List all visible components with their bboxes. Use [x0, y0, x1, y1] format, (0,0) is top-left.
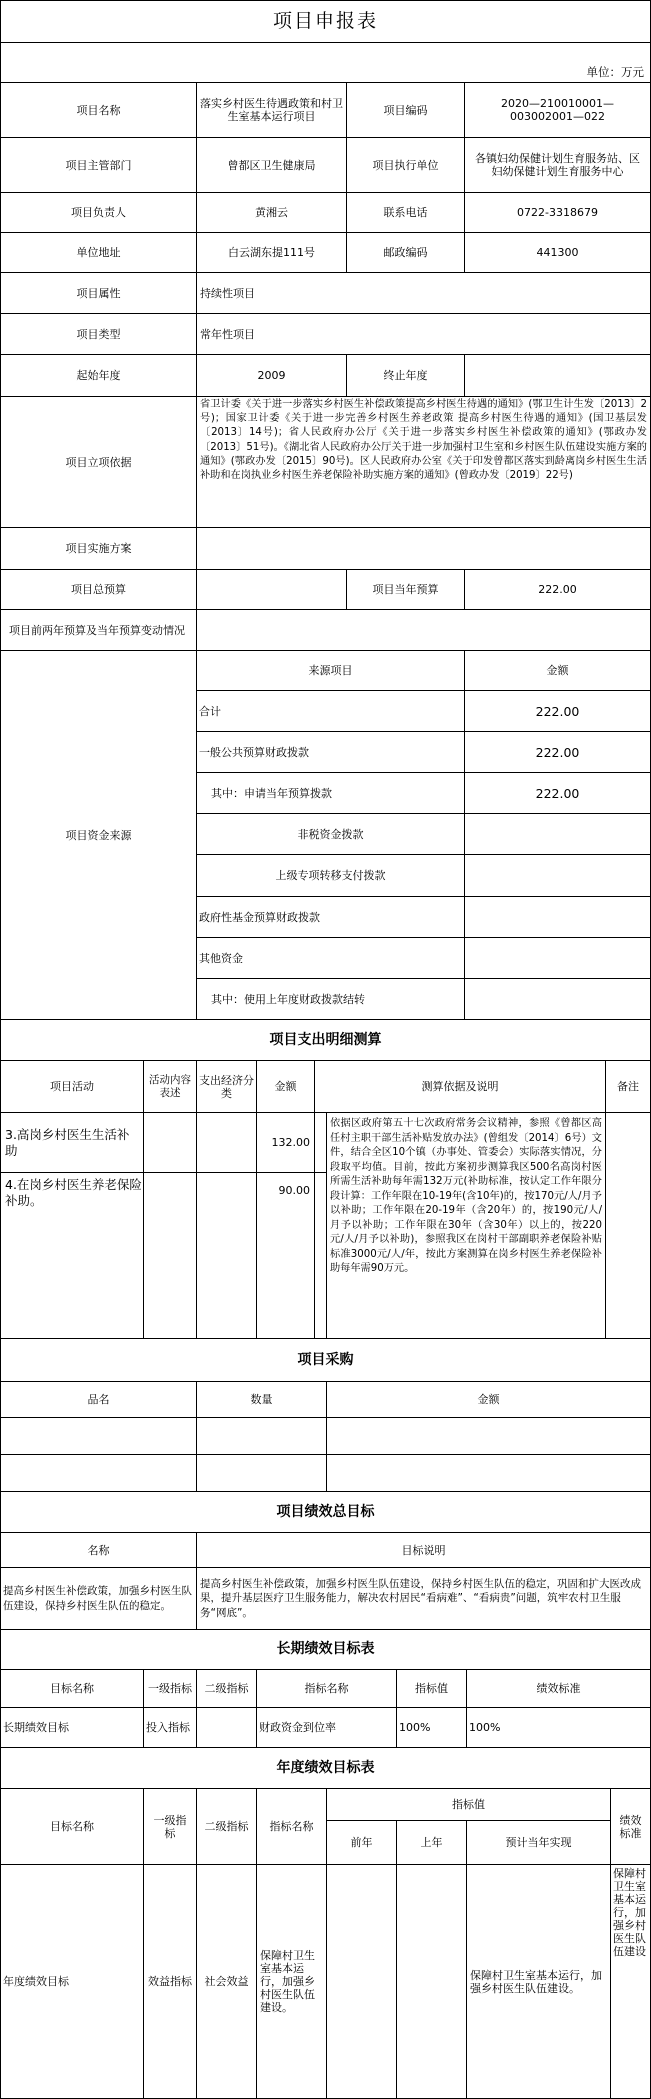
annual-header-standard: 绩效标准: [619, 1813, 642, 1840]
longterm-row-indicator: 财政资金到位率: [259, 1721, 336, 1734]
dept-label: 项目主管部门: [65, 158, 132, 172]
annual-row-level2: 社会效益: [204, 1975, 249, 1988]
total-budget-label: 项目总预算: [71, 583, 126, 596]
detail-row-content: [144, 1113, 196, 1172]
fund-row-amount: [465, 897, 650, 937]
detail-header-content: 活动内容 表述: [149, 1073, 191, 1099]
annual-row-standard: 保障村卫生室基本运行，加强乡村医生队伍建设: [613, 1867, 646, 1958]
fund-row-amount: [465, 855, 650, 896]
detail-row-amount: 132.00: [271, 1136, 310, 1149]
annual-header-level2: 二级指标: [204, 1820, 249, 1833]
perf-name-value: 提高乡村医生补偿政策，加强乡村医生队伍建设，保持乡村医生队伍的稳定。: [3, 1585, 192, 1612]
detail-row-category: [197, 1173, 256, 1233]
detail-basis-text: 依据区政府第五十七次政府常务会议精神，参照《曾都区高任村主职干部生活补贴发放办法》(曾组发〔2014〕6号）文件，结合全区10个镇（办事处、管委会）实际落实情况，分段取平均值。目前，按此方案初步测算我区500名高岗村医所需生活补助每年需132万元(补助标准，按认定工作年限分段计算：工作年限在10-19年(含10年)的，按170元/人/月予以补助；工作年限在20-19年（含20年）的，按190元/人/月予以补助；工作年限在30年（含30年）以上的，按220元/人/月予以补助)，参照我区在岗村干部副职养老保险补贴标准3000元/人/年，按此方案测算在岗乡村医生养老保险补助每年需90万元。: [330, 1118, 602, 1274]
dept-value: 曾都区卫生健康局: [227, 158, 316, 172]
year-budget-label: 项目当年预算: [372, 583, 439, 596]
fund-row-name: 其中：使用上年度财政拨款结转: [211, 992, 365, 1006]
longterm-row-level1: 投入指标: [146, 1721, 190, 1734]
fund-row-amount: [465, 814, 650, 854]
annual-header-value-group: 指标值: [452, 1798, 485, 1811]
annual-header-level1: 一级指标: [153, 1813, 187, 1840]
prev-budget-value: [197, 610, 650, 650]
fund-row-amount: 222.00: [535, 703, 580, 719]
fund-row-amount: [465, 938, 650, 978]
attribute-value: 持续性项目: [200, 286, 255, 300]
postal-label: 邮政编码: [383, 246, 428, 259]
detail-row-amount: 90.00: [278, 1184, 310, 1197]
type-value: 常年性项目: [200, 327, 255, 341]
end-year-value: [465, 355, 650, 396]
total-budget-value: [197, 570, 346, 609]
project-code-value: 2020—210010001—003002001—022: [501, 97, 614, 123]
year-budget-value: 222.00: [538, 583, 577, 596]
phone-label: 联系电话: [383, 206, 428, 219]
fund-row-amount: 222.00: [535, 744, 580, 760]
longterm-row-target: 长期绩效目标: [3, 1721, 69, 1734]
perf-section-title: 项目绩效总目标: [276, 1503, 375, 1520]
longterm-section-title: 长期绩效目标表: [276, 1641, 375, 1657]
project-name-value: 落实乡村医生待遇政策和村卫生室基本运行项目: [200, 97, 343, 123]
annual-row-indicator: 保障村卫生室基本运行，加强乡村医生队伍建设。: [260, 1949, 315, 2014]
plan-label: 项目实施方案: [65, 542, 132, 555]
address-label: 单位地址: [76, 246, 121, 259]
longterm-row-standard: 100%: [469, 1721, 501, 1734]
annual-row-last: [397, 1865, 466, 2098]
purchase-header-item: 品名: [87, 1393, 110, 1406]
basis-value: 省卫计委《关于进一步落实乡村医生补偿政策提高乡村医生待遇的通知》(鄂卫生计生发〔2013〕2号)；国家卫计委《关于进一步完善乡村医生养老政策 提高乡村医生待遇的通知》(国卫基层发〔2013〕14号)；省人民政府办公厅《关于进一步落实乡村医生补偿政策的通知》(鄂政办发〔2013〕51号)。《湖北省人民政府办公厅关于进一步加强村卫生室和乡村医生队伍建设实施方案的通知》(鄂政办发〔2015〕90号)。区人民政府办公室《关于印发曾都区落实到龄离岗乡村医生生活补助和在岗执业乡村医生养老保险补助实施方案的通知》(曾政办发〔2019〕22号): [200, 399, 647, 482]
longterm-header-standard: 绩效标准: [536, 1682, 581, 1695]
project-name-label: 项目名称: [76, 103, 121, 117]
exec-unit-value: 各镇妇幼保健计划生育服务站、区妇幼保健计划生育服务中心: [475, 152, 640, 178]
longterm-header-target: 目标名称: [50, 1682, 94, 1695]
plan-value: [197, 528, 650, 569]
fund-row-name: 上级专项转移支付拨款: [275, 869, 386, 882]
fund-header-source: 来源项目: [308, 664, 353, 677]
annual-row-level1: 效益指标: [148, 1975, 192, 1988]
type-label: 项目类型: [76, 327, 121, 341]
start-year-value: 2009: [257, 369, 286, 382]
annual-header-prev: 前年: [350, 1836, 373, 1849]
detail-row-category: [197, 1113, 256, 1172]
purchase-section-title: 项目采购: [297, 1351, 354, 1368]
detail-section-title: 项目支出明细测算: [269, 1031, 382, 1048]
fund-row-amount: [465, 979, 650, 1019]
perf-desc-value: 提高乡村医生补偿政策，加强乡村医生队伍建设，保持乡村医生队伍的稳定，巩固和扩大医改成果，提升基层医疗卫生服务能力，解决农村居民“看病难”、“看病贵”问题，筑牢农村卫生服务“网底”。: [200, 1577, 641, 1619]
prev-budget-label: 项目前两年预算及当年预算变动情况: [9, 623, 185, 637]
annual-header-expected: 预计当年实现: [505, 1836, 572, 1849]
annual-row-expected: 保障村卫生室基本运行，加强乡村医生队伍建设。: [470, 1968, 602, 1995]
annual-section-title: 年度绩效目标表: [276, 1759, 375, 1776]
annual-header-target: 目标名称: [50, 1820, 94, 1833]
fund-row-name: 其他资金: [199, 951, 243, 965]
longterm-header-value: 指标值: [415, 1682, 448, 1695]
purchase-header-quantity: 数量: [250, 1393, 273, 1406]
longterm-header-level2: 二级指标: [204, 1682, 249, 1695]
exec-unit-label: 项目执行单位: [372, 158, 439, 172]
fund-row-name: 非税资金拨款: [297, 827, 364, 841]
detail-header-category: 支出经济分类: [199, 1073, 254, 1100]
purchase-header-amount: 金额: [477, 1393, 500, 1406]
annual-header-last: 上年: [420, 1836, 443, 1849]
detail-row-content: [144, 1173, 196, 1233]
basis-label: 项目立项依据: [65, 455, 132, 469]
fund-row-name: 其中：申请当年预算拨款: [211, 786, 332, 800]
detail-note-value: [606, 1113, 650, 1338]
detail-row-activity: 4.在岗乡村医生养老保险补助。: [5, 1177, 142, 1208]
perf-header-name: 名称: [87, 1543, 110, 1557]
leader-label: 项目负责人: [71, 206, 126, 219]
detail-row-activity: 3.高岗乡村医生生活补助: [5, 1126, 130, 1158]
annual-row-prev: [327, 1865, 396, 2098]
longterm-header-level1: 一级指标: [148, 1682, 192, 1695]
longterm-row-level2: [197, 1708, 256, 1747]
unit-label: 单位：万元: [586, 64, 644, 79]
longterm-row-value: 100%: [399, 1721, 431, 1734]
longterm-header-indicator: 指标名称: [304, 1682, 349, 1695]
fund-row-name: 一般公共预算财政拨款: [199, 745, 309, 759]
fund-row-name: 合计: [199, 704, 221, 718]
detail-header-basis: 测算依据及说明: [421, 1080, 499, 1093]
detail-header-amount: 金额: [274, 1080, 297, 1093]
leader-value: 黄湘云: [255, 206, 288, 219]
annual-row-target: 年度绩效目标: [3, 1975, 69, 1988]
detail-header-note: 备注: [617, 1080, 639, 1093]
attribute-label: 项目属性: [76, 286, 121, 300]
end-year-label: 终止年度: [383, 369, 428, 382]
start-year-label: 起始年度: [76, 369, 121, 382]
phone-value: 0722-3318679: [517, 206, 598, 219]
project-code-label: 项目编码: [383, 103, 428, 117]
fund-source-label: 项目资金来源: [65, 828, 132, 842]
fund-row-amount: 222.00: [535, 785, 580, 801]
perf-header-desc: 目标说明: [401, 1543, 446, 1557]
annual-header-indicator: 指标名称: [269, 1820, 314, 1833]
address-value: 白云湖东提111号: [228, 246, 315, 259]
page-title: 项目申报表: [272, 9, 378, 32]
fund-row-name: 政府性基金预算财政拨款: [199, 910, 320, 924]
detail-header-activity: 项目活动: [50, 1080, 94, 1093]
fund-header-amount: 金额: [546, 664, 569, 677]
postal-value: 441300: [536, 246, 579, 259]
